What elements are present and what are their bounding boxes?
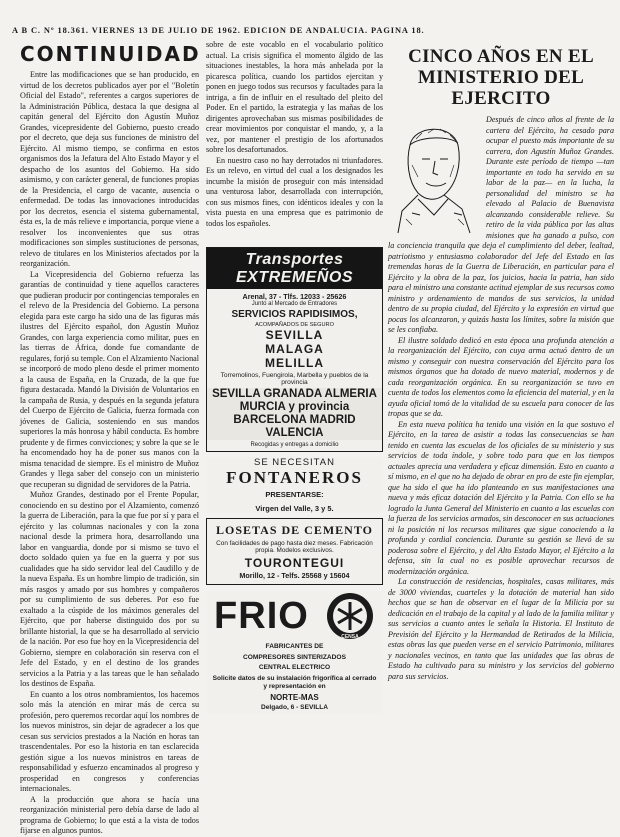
ad-frio-line: FABRICANTES DE: [265, 643, 324, 650]
frio-logo-text: CENSA: [341, 634, 359, 640]
article-body-continuidad: [20, 70, 199, 837]
ad-transportes-footer: Recogidas y entregas a domicilio: [250, 442, 339, 448]
ad-fontaneros-title: FONTANEROS: [226, 468, 363, 487]
ad-route: MURCIA y provincia: [207, 401, 382, 414]
ad-city: MELILLA: [265, 356, 324, 370]
article-title-cinco-anos: CINCO AÑOS EN EL MINISTERIO DEL EJERCITO: [408, 46, 594, 109]
paragraph: sobre de este vocablo en el vocabulario político actual. La crisis significa el momento álgido de las situaciones inestables, la hora más anhelada por la picaresca política, cuando los partidos ejercitan y ponen en juego todos sus recursos y facultades para la intriga, a fin de influir en el resultado del pleito del Poder. En el partido, la estrategia y las mañas de los dirigentes aprovechaban sus mismas posibilidades de crear movimientos por conquistar el mando, y, a la vez, por mantener el prestigio de los afortunados sobre los desafortunados.: [206, 40, 383, 154]
ad-losetas-description: Con facilidades de pago hasta diez meses. Fabricación propia. Modelos exclusivos.: [216, 540, 373, 554]
ad-frio: [206, 591, 383, 713]
ad-losetas-brand: TOURONTEGUI: [244, 556, 345, 570]
paragraph: La construcción de residencias, hospitales, casas militares, más de 3000 viviendas, cuarteles y la dotación de material han sido hechos que se han de observar en el lugar de la Milicia por su dedicación en el trabajo de la capital y al lado de la familia militar y sus servicios a cuanto antes le señala la Historia. El Instituto de Previsión del Ejército y la Hermandad de Retirados de la Milicia, estas obras las que pueden verse en el servicio Patrimonio, militares y nacionales vecinos, en tanto que las unidades que las obras de Estado ha cultivado para su ministro y los servicios del gobierno para sus servicios.: [388, 577, 614, 681]
ad-losetas-address: Morillo, 12 - Telfs. 25568 y 15604: [239, 571, 350, 580]
ad-fontaneros-address: Virgen del Valle, 3 y 5.: [255, 504, 334, 513]
ad-transportes-address: Arenal, 37 - Tlfs. 12033 - 25626: [242, 292, 347, 301]
paragraph: La Vicepresidencia del Gobierno refuerza las garantías de continuidad y tiene aquellos caracteres que pudieran producir por contingencias temporales en el relevo de la Presidencia del Gobierno. La persona elegida para este cargo ha sido una de las figuras más ilustres del Ejército español, don Agustín Muñoz Grandes, con larga experiencia como militar, pues en las tierras de África, donde fue comandante de regulares, forjó su temple. Con el Alzamiento Nacional se incorporó de modo pleno desde el primer momento a la causa de España, en la Cruzada, de la que fue figura destacada. Mandó la División de Voluntarios en la campaña de Rusia, y después en la segunda jefatura del Cuerpo de Ejército de Galicia, fuerza formada con jóvenes de Galicia, sosteniendo en sus mandos superiores la más honrosa y hábil conducta. Es hombre prudente y de firmes convicciones; y sobre la que se le ha encomendado hoy ha de poner sus manos con la misma tenacidad de siempre. Es el ministro de Muñoz Grandes y llega saber del consejo con un ministerio que recuperan su dignidad de servidores de la Patria.: [20, 269, 199, 489]
ad-frio-line: COMPRESORES SINTERIZADOS: [243, 653, 346, 661]
column-ads: [206, 40, 383, 792]
column-continuidad: [20, 40, 201, 835]
portrait-sketch: [388, 115, 480, 233]
ad-frio-line: Solicite datos de su instalación frigorífica al cerrado y representación en: [212, 674, 377, 690]
ad-route: BARCELONA MADRID VALENCIA: [207, 414, 382, 440]
article-title-continuidad: CONTINUIDAD: [20, 42, 201, 66]
ad-city: SEVILLA: [265, 328, 324, 342]
ad-fontaneros-present: PRESENTARSE:: [265, 490, 324, 499]
ad-transportes-extremenos: [206, 247, 383, 452]
paragraph: En cuanto a los otros nombramientos, los hacemos solo más la atención en mirar más de cerca su profesión, pero queremos recordar aquí los nombres de los nuevos ministros, sin dejar de agradecer a los que cesan sus servicios prestados a la Nación en horas tan trascendentales. Por eso la historia en tan esclarecida gestión sigue a los nuevos ministros en tareas de responsabilidad y esfuerzo encaminados al progreso y prosperidad en congresos y conferencias internacionales.: [20, 689, 199, 793]
ad-transportes-note: ACOMPAÑADOS DE SEGURO: [255, 322, 334, 328]
ad-frio-title: FRIO: [214, 594, 309, 637]
ad-frio-line: Delgado, 6 - SEVILLA: [260, 704, 329, 711]
ad-route: SEVILLA GRANADA ALMERIA: [207, 388, 382, 401]
column-cinco-anos: [388, 40, 614, 792]
article-body-cinco-anos: [388, 115, 614, 682]
ad-losetas-title: LOSETAS DE CEMENTO: [216, 523, 373, 537]
paragraph: En nuestro caso no hay derrotados ni triunfadores. Es un relevo, en virtud del cual a los designados les incumbe la misión de proseguir con más intensidad una venturosa labor, desarrollada con interrupción, con sus mismos fines, con idénticos ideales y con la vista puesta en una empresa que es patrimonio de todos los españoles.: [206, 155, 383, 228]
ad-fontaneros: [206, 457, 383, 513]
ad-losetas: [206, 518, 383, 585]
general-portrait-icon: [388, 115, 480, 233]
ad-transportes-subtitle: Junto al Mercado de Entradores: [251, 301, 338, 307]
ad-transportes-towns: Torremolinos, Fuengirola, Marbella y pueblos de la provincia: [220, 372, 369, 386]
snowflake-logo-icon: [325, 591, 375, 641]
ad-city: MALAGA: [265, 342, 324, 356]
paragraph: Entre las modificaciones que se han producido, en virtud de los decretos publicados ayer por el "Boletín Oficial del Estado", referentes a cargos superiores de la Administración Pública, destaca la que designa al capitán general del Ejército don Agustín Muñoz Grandes, vicepresidente del Gobierno, puesto creado por el decreto, que deja sus funciones de ministro del Ejército. Al mismo tiempo, se confirma en estos organismos dos la Jefatura del Alto Estado Mayor y el despacho de los asuntos del Gobierno. Ha sido asimismo, y con carácter general, de funciones propias de la Presidencia, el cargo de vacante, ausencia o enfermedad. De todas las innovaciones introducidas por los decretos, esencia el sistema gubernamental, ésta es, la de más relieve e importancia, porque viene a resolver los inconvenientes que sus otras modificaciones son simples sustituciones de personas, relevo de titulares en los Ministerios afectados por la reorganización.: [20, 70, 199, 268]
article-continuation: [206, 40, 383, 229]
ad-frio-line: CENTRAL ELECTRICO: [258, 664, 331, 671]
running-head: A B C. Nº 18.361. VIERNES 13 DE JULIO DE 1962. EDICION DE ANDALUCIA. PAGINA 18.: [12, 26, 425, 35]
paragraph: Muñoz Grandes, destinado por el Frente Popular, conociendo en su destino por el Alzamiento, comenzó la guerra de Liberación, para la que fue por sí y para el ejército y las columnas nacionales y con la zona nacional desde la primera hora, desarrollando una labor en vanguardia, donde por si mismo se tuvo el docto soldado quien ya fue en la guerra y por sus cualidades que ha sido servidor leal del Caudillo y de la nueva España. Es un hombre limpio de tradición, sin más rasgos y amado por sus hombres y compañeros por su cumplimiento de sus deberes. Por eso fue exaltado a la cúspide de los máximos generales del Ejército, que por haberse distinguido dos por su brillante historial, la que se ha desarrollado al servicio de la nación. Por eso fue hoy en la Vicepresidencia del Gobierno, siempre en colaboración sin reserva con el Jefe del Estado, y en el destino de los grandes servicios a la Patria y a las tareas que le han señalado los destinos de España.: [20, 490, 199, 688]
ad-transportes-logo: Transportes EXTREMEÑOS: [207, 248, 382, 289]
paragraph: El ilustre soldado dedicó en esta época una profunda atención a la reorganización del Ejército, con cuya arma actuó dentro de un mismo y conseguir con nuestra conservación del Ejército para los mismos órganos que ha dotado de nuevo material, modernos y de cada reorganización orgánica. En su reorganización se tuvo en cuenta de todos los elementos como la eficiencia del material, y en la ayuda oficial tomó de la vitalidad de su escuela para conocer de las tropas que se da.: [388, 335, 614, 418]
ad-fontaneros-need: SE NECESITAN: [254, 457, 335, 468]
ad-transportes-services: SERVICIOS RAPIDISIMOS,: [231, 309, 358, 320]
paragraph: A la producción que ahora se hacía una reorganización ministerial pero debía darse de lado al programa de Gobierno; lo que está a la vista de todos fijarse en algunos puntos.: [20, 794, 199, 835]
paragraph: Después de cinco años al frente de la cartera del Ejército, ha cesado para ocupar el puesto más importante de su carrera, don Agustín Muñoz Grandes. Durante este período de tiempo —tan importante en todo ha servido en su labor de la paz— en la lucha, la personalidad del ministro se ha elevado al Palacio de Buenavista alcanzando considerable relieve. Su retiro de la vida pública por las altas misiones que ha ganado a pulso, con la conciencia tranquila que deja el cumplimiento del deber, lealtad, patriotismo y entusiasmo colaborador del Jefe del Estado en las tremendas horas de la Guerra de Liberación, en particular para el Ejército y la obra de la paz, los juicios, hacia la patria, han sido para el ministro una constante actitud ejemplar de sus recursos como ministro y ordenamiento de mandos de sus servicios, la unidad dentro de su propia ciudad, del Ejército y la expresión en virtud que pocas los alcanzaron, y quizás hasta los límites, sobre la misión que se les confiaba.: [388, 115, 614, 334]
paragraph: En esta nueva política ha tenido una visión en la que sostuvo el Ejército, en la tarea de asistir a todas las consecuencias se han tenido en cuenta las escuelas de los oficiales de su ministerio y sus servicios de toda índole, y sobre todo para que en los tiempos actuales aprecia una verdadera y eficaz dimensión. Esto en cuanto a sí mismo, en el que no ha dejado de obrar en pro de este fin ejemplar, que ha sido el que ha ido planteando en sus manifestaciones una nueva y más eficaz dotación del Ejército y la Patria. Con ello se ha logrado la Junta General del Ministerio en cuanto a las escuelas con la fuerza de los servicios armados, sin desconocer en sus actuaciones ni la posición ni los recursos militares que sigue conociendo a la profunda y cordial conciencia. Durante su gestión se llevó de su poderosa sobre el Ejército, y del Alto Estado Mayor, el Ejército a la defensa, sin la cual no es posible aprovechar recursos de modernización orgánica.: [388, 419, 614, 576]
ad-frio-line: NORTE-MAS: [270, 692, 319, 702]
